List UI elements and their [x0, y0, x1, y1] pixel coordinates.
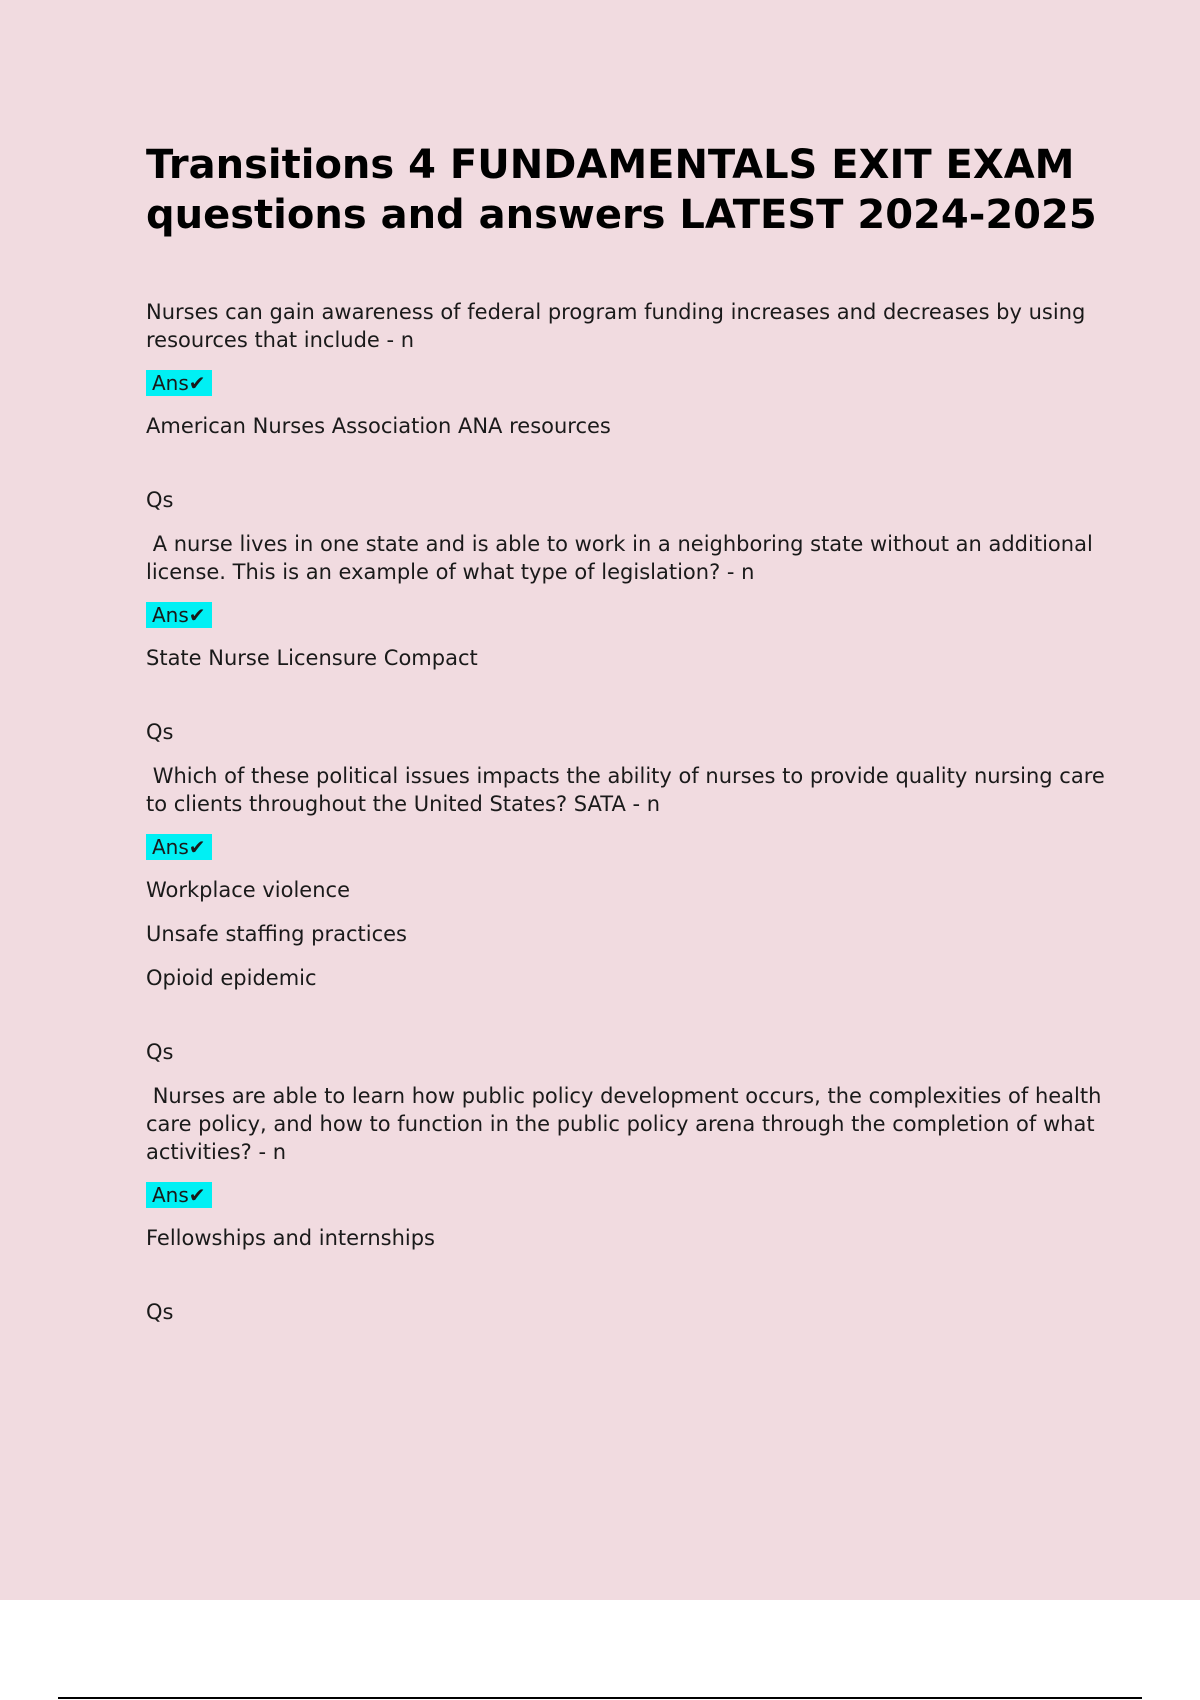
answer-text: American Nurses Association ANA resources	[146, 414, 611, 438]
ans-badge: Ans✔	[146, 834, 212, 860]
qs-label: Qs	[146, 720, 174, 744]
question-text: A nurse lives in one state and is able to work in a neighboring state without an additional license. This is an example of what type of legislation? - n	[146, 532, 1100, 584]
qa-list	[146, 298, 1112, 1326]
qs-label: Qs	[146, 1300, 174, 1324]
document-title: Transitions 4 FUNDAMENTALS EXIT EXAM questions and answers LATEST 2024-2025	[146, 142, 1097, 238]
qs-label: Qs	[146, 488, 174, 512]
footer-divider	[58, 1697, 1142, 1699]
ans-badge: Ans✔	[146, 1182, 212, 1208]
qa-item	[146, 1298, 1106, 1326]
document-content	[146, 140, 1112, 1372]
answer-text: Workplace violence	[146, 878, 350, 902]
answer-text: State Nurse Licensure Compact	[146, 646, 478, 670]
question-text: Nurses are able to learn how public policy development occurs, the complexities of health care policy, and how to function in the public policy arena through the completion of what activities? - n	[146, 1084, 1109, 1164]
qa-item	[146, 718, 1112, 992]
answer-text: Unsafe staffing practices	[146, 922, 407, 946]
question-text: Nurses can gain awareness of federal program funding increases and decreases by using resources that include - n	[146, 300, 1086, 352]
qa-item	[146, 1038, 1109, 1252]
qs-label: Qs	[146, 1040, 174, 1064]
question-text: Which of these political issues impacts the ability of nurses to provide quality nursing care to clients throughout the United States? SATA - n	[146, 764, 1112, 816]
qa-item	[146, 486, 1106, 672]
answer-text: Opioid epidemic	[146, 966, 317, 990]
qa-item	[146, 298, 1106, 440]
ans-badge: Ans✔	[146, 602, 212, 628]
ans-badge: Ans✔	[146, 370, 212, 396]
answer-text: Fellowships and internships	[146, 1226, 435, 1250]
